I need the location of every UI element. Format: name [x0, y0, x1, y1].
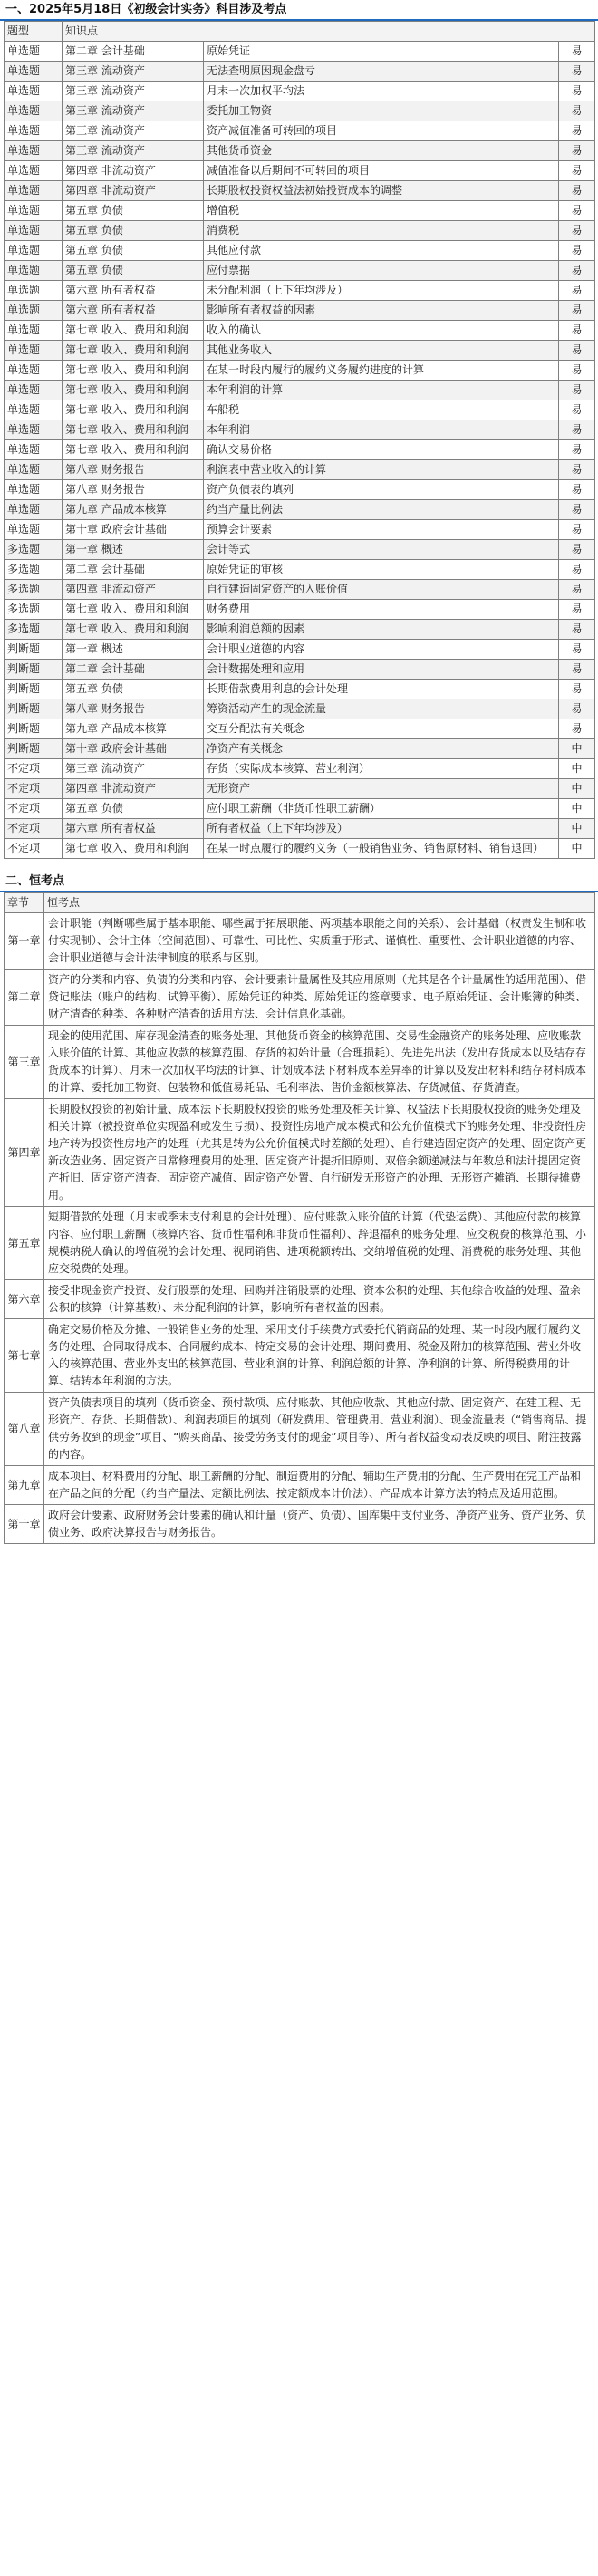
chapter-cell: 第五章 负债 [63, 241, 204, 261]
knowledge-point-cell: 所有者权益（上下年均涉及） [204, 819, 559, 839]
question-type-cell: 单选题 [5, 480, 63, 500]
difficulty-cell: 易 [559, 161, 595, 181]
difficulty-cell: 易 [559, 241, 595, 261]
header-type: 题型 [5, 22, 63, 42]
difficulty-cell: 中 [559, 819, 595, 839]
constant-point-cell: 政府会计要素、政府财务会计要素的确认和计量（资产、负债）、国库集中支付业务、净资产业务、资产业务、负债业务、政府决算报告与财务报告。 [44, 1505, 595, 1544]
chapter-cell: 第一章 概述 [63, 540, 204, 560]
difficulty-cell: 易 [559, 640, 595, 660]
table-row [5, 580, 595, 600]
knowledge-point-cell: 在某一时段内履行的履约义务履约进度的计算 [204, 361, 559, 381]
question-type-cell: 单选题 [5, 181, 63, 201]
section-2-title: 二、恒考点 [0, 872, 598, 892]
difficulty-cell: 易 [559, 400, 595, 420]
table-row [5, 640, 595, 660]
difficulty-cell: 易 [559, 480, 595, 500]
question-type-cell: 判断题 [5, 680, 63, 699]
table-header-row [5, 893, 595, 913]
chapter-cell: 第三章 流动资产 [63, 759, 204, 779]
table-row [5, 62, 595, 82]
difficulty-cell: 易 [559, 580, 595, 600]
knowledge-point-cell: 利润表中营业收入的计算 [204, 460, 559, 480]
constant-point-cell: 确定交易价格及分摊、一般销售业务的处理、采用支付手续费方式委托代销商品的处理、某一时段内履行履约义务的处理、合同取得成本、合同履约成本、特定交易的会计处理、期间费用、税金及附加的核算范围、营业外收入的核算范围、营业外支出的核算范围、营业利润的计算、利润总额的计算、净利润的计算、所得税费用的计算、结转本年利润的方法。 [44, 1319, 595, 1393]
table-row [5, 341, 595, 361]
difficulty-cell: 易 [559, 221, 595, 241]
question-type-cell: 单选题 [5, 301, 63, 321]
constant-point-cell: 短期借款的处理（月末或季末支付利息的会计处理）、应付账款入账价值的计算（代垫运费）、其他应付款的核算内容、应付职工薪酬（核算内容、货币性福利和非货币性福利）、辞退福利的账务处理、应交税费的核算范围、小规模纳税人确认的增值税的会计处理、视同销售、进项税额转出、交纳增值税的处理、消费税的账务处理、其他应交税费的处理。 [44, 1207, 595, 1280]
constant-point-cell: 长期股权投资的初始计量、成本法下长期股权投资的账务处理及相关计算、权益法下长期股权投资的账务处理及相关计算（被投资单位实现盈利或发生亏损）、投资性房地产成本模式和公允价值模式下的账务处理、非投资性房地产转为投资性房地产的处理（尤其是转为公允价值模式时差额的处理）、自行建造固定资产的处理、固定资产更新改造业务、固定资产日常修理费用的处理、固定资产计提折旧原则、双倍余额递减法与年数总和法计提固定资产折旧、固定资产清查、固定资产减值、固定资产处置、自行研发无形资产的处理、无形资产摊销、长期待摊费用。 [44, 1099, 595, 1207]
difficulty-cell: 易 [559, 719, 595, 739]
chapter-cell: 第四章 非流动资产 [63, 779, 204, 799]
knowledge-point-cell: 自行建造固定资产的入账价值 [204, 580, 559, 600]
difficulty-cell: 中 [559, 759, 595, 779]
difficulty-cell: 易 [559, 680, 595, 699]
question-type-cell: 不定项 [5, 759, 63, 779]
difficulty-cell: 易 [559, 101, 595, 121]
chapter-cell: 第五章 负债 [63, 221, 204, 241]
question-type-cell: 单选题 [5, 201, 63, 221]
chapter-cell: 第七章 收入、费用和利润 [63, 839, 204, 859]
question-type-cell: 单选题 [5, 62, 63, 82]
table-row [5, 141, 595, 161]
chapter-cell: 第六章 所有者权益 [63, 301, 204, 321]
chapter-cell: 第七章 收入、费用和利润 [63, 400, 204, 420]
question-type-cell: 单选题 [5, 440, 63, 460]
question-type-cell: 单选题 [5, 161, 63, 181]
difficulty-cell: 易 [559, 540, 595, 560]
chapter-cell: 第四章 [5, 1099, 44, 1207]
table-row [5, 82, 595, 101]
difficulty-cell: 易 [559, 321, 595, 341]
knowledge-point-cell: 筹资活动产生的现金流量 [204, 699, 559, 719]
knowledge-point-cell: 增值税 [204, 201, 559, 221]
difficulty-cell: 易 [559, 699, 595, 719]
knowledge-point-cell: 交互分配法有关概念 [204, 719, 559, 739]
table-row [5, 480, 595, 500]
table-header-row [5, 22, 595, 42]
knowledge-point-cell: 无法查明原因现金盘亏 [204, 62, 559, 82]
chapter-cell: 第八章 [5, 1393, 44, 1466]
chapter-cell: 第三章 流动资产 [63, 82, 204, 101]
knowledge-point-cell: 会计等式 [204, 540, 559, 560]
table-row [5, 1026, 595, 1099]
question-type-cell: 单选题 [5, 321, 63, 341]
chapter-cell: 第一章 [5, 913, 44, 970]
table-row [5, 1393, 595, 1466]
knowledge-point-cell: 影响利润总额的因素 [204, 620, 559, 640]
question-type-cell: 单选题 [5, 261, 63, 281]
table-row [5, 420, 595, 440]
knowledge-point-cell: 其他业务收入 [204, 341, 559, 361]
table-row [5, 181, 595, 201]
chapter-cell: 第三章 流动资产 [63, 141, 204, 161]
constant-point-cell: 会计职能（判断哪些属于基本职能、哪些属于拓展职能、两项基本职能之间的关系）、会计基础（权责发生制和收付实现制）、会计主体（空间范围）、可靠性、可比性、实质重于形式、谨慎性、重要性、会计职业道德的内容、会计职业道德与会计法律制度的联系与区别。 [44, 913, 595, 970]
question-type-cell: 单选题 [5, 82, 63, 101]
difficulty-cell: 易 [559, 440, 595, 460]
difficulty-cell: 中 [559, 779, 595, 799]
difficulty-cell: 易 [559, 341, 595, 361]
knowledge-point-cell: 会计数据处理和应用 [204, 660, 559, 680]
knowledge-point-cell: 应付职工薪酬（非货币性职工薪酬） [204, 799, 559, 819]
table-row [5, 42, 595, 62]
chapter-cell: 第十章 政府会计基础 [63, 520, 204, 540]
difficulty-cell: 易 [559, 281, 595, 301]
knowledge-point-cell: 净资产有关概念 [204, 739, 559, 759]
knowledge-point-cell: 确认交易价格 [204, 440, 559, 460]
table-row [5, 759, 595, 779]
header-chapter: 章节 [5, 893, 44, 913]
question-type-cell: 多选题 [5, 540, 63, 560]
table-row [5, 739, 595, 759]
chapter-cell: 第四章 非流动资产 [63, 161, 204, 181]
question-type-cell: 单选题 [5, 101, 63, 121]
constant-point-cell: 成本项目、材料费用的分配、职工薪酬的分配、制造费用的分配、辅助生产费用的分配、生产费用在完工产品和在产品之间的分配（约当产量法、定额比例法、按定额成本计价法）、产品成本计算方法的特点及适用范围。 [44, 1466, 595, 1505]
table-row [5, 241, 595, 261]
difficulty-cell: 易 [559, 301, 595, 321]
question-type-cell: 判断题 [5, 660, 63, 680]
chapter-cell: 第九章 产品成本核算 [63, 500, 204, 520]
difficulty-cell: 易 [559, 560, 595, 580]
question-type-cell: 单选题 [5, 141, 63, 161]
question-type-cell: 判断题 [5, 719, 63, 739]
difficulty-cell: 易 [559, 500, 595, 520]
knowledge-point-cell: 应付票据 [204, 261, 559, 281]
question-type-cell: 多选题 [5, 560, 63, 580]
table-row [5, 281, 595, 301]
knowledge-point-cell: 月末一次加权平均法 [204, 82, 559, 101]
table-row [5, 699, 595, 719]
question-type-cell: 不定项 [5, 839, 63, 859]
knowledge-point-cell: 长期借款费用利息的会计处理 [204, 680, 559, 699]
chapter-cell: 第三章 [5, 1026, 44, 1099]
question-type-cell: 多选题 [5, 580, 63, 600]
header-knowledge: 知识点 [63, 22, 595, 42]
knowledge-point-cell: 原始凭证的审核 [204, 560, 559, 580]
chapter-cell: 第八章 财务报告 [63, 480, 204, 500]
question-type-cell: 判断题 [5, 699, 63, 719]
knowledge-point-cell: 本年利润 [204, 420, 559, 440]
chapter-cell: 第八章 财务报告 [63, 699, 204, 719]
knowledge-point-cell: 未分配利润（上下年均涉及） [204, 281, 559, 301]
chapter-cell: 第七章 收入、费用和利润 [63, 321, 204, 341]
table-row [5, 321, 595, 341]
difficulty-cell: 易 [559, 520, 595, 540]
exam-points-table [4, 21, 595, 859]
question-type-cell: 不定项 [5, 799, 63, 819]
knowledge-point-cell: 消费税 [204, 221, 559, 241]
difficulty-cell: 易 [559, 42, 595, 62]
table-row [5, 381, 595, 400]
chapter-cell: 第五章 负债 [63, 201, 204, 221]
difficulty-cell: 易 [559, 82, 595, 101]
table-row [5, 1099, 595, 1207]
question-type-cell: 单选题 [5, 500, 63, 520]
table-row [5, 540, 595, 560]
table-row [5, 520, 595, 540]
question-type-cell: 单选题 [5, 241, 63, 261]
knowledge-point-cell: 财务费用 [204, 600, 559, 620]
table-row [5, 560, 595, 580]
difficulty-cell: 易 [559, 660, 595, 680]
difficulty-cell: 易 [559, 381, 595, 400]
difficulty-cell: 易 [559, 361, 595, 381]
chapter-cell: 第七章 收入、费用和利润 [63, 440, 204, 460]
chapter-cell: 第五章 负债 [63, 680, 204, 699]
knowledge-point-cell: 减值准备以后期间不可转回的项目 [204, 161, 559, 181]
chapter-cell: 第九章 [5, 1466, 44, 1505]
table-row [5, 301, 595, 321]
chapter-cell: 第七章 收入、费用和利润 [63, 420, 204, 440]
chapter-cell: 第二章 会计基础 [63, 42, 204, 62]
difficulty-cell: 易 [559, 620, 595, 640]
chapter-cell: 第一章 概述 [63, 640, 204, 660]
constant-point-cell: 接受非现金资产投资、发行股票的处理、回购并注销股票的处理、资本公积的处理、其他综合收益的处理、盈余公积的核算（计算基数）、未分配利润的计算，影响所有者权益的因素。 [44, 1280, 595, 1319]
difficulty-cell: 易 [559, 62, 595, 82]
table-row [5, 1505, 595, 1544]
question-type-cell: 单选题 [5, 420, 63, 440]
knowledge-point-cell: 存货（实际成本核算、营业利润） [204, 759, 559, 779]
difficulty-cell: 易 [559, 121, 595, 141]
chapter-cell: 第七章 收入、费用和利润 [63, 361, 204, 381]
chapter-cell: 第四章 非流动资产 [63, 580, 204, 600]
question-type-cell: 判断题 [5, 640, 63, 660]
question-type-cell: 不定项 [5, 779, 63, 799]
difficulty-cell: 易 [559, 420, 595, 440]
knowledge-point-cell: 车船税 [204, 400, 559, 420]
table-row [5, 1466, 595, 1505]
table-row [5, 201, 595, 221]
table-row [5, 101, 595, 121]
chapter-cell: 第七章 收入、费用和利润 [63, 620, 204, 640]
section-1-title: 一、2025年5月18日《初级会计实务》科目涉及考点 [0, 0, 598, 21]
knowledge-point-cell: 其他应付款 [204, 241, 559, 261]
chapter-cell: 第三章 流动资产 [63, 101, 204, 121]
chapter-cell: 第七章 [5, 1319, 44, 1393]
chapter-cell: 第四章 非流动资产 [63, 181, 204, 201]
question-type-cell: 不定项 [5, 819, 63, 839]
table-row [5, 361, 595, 381]
table-row [5, 913, 595, 970]
difficulty-cell: 易 [559, 460, 595, 480]
table-row [5, 779, 595, 799]
knowledge-point-cell: 本年利润的计算 [204, 381, 559, 400]
chapter-cell: 第六章 所有者权益 [63, 281, 204, 301]
table-row [5, 1280, 595, 1319]
table-row [5, 660, 595, 680]
knowledge-point-cell: 约当产量比例法 [204, 500, 559, 520]
table-row [5, 440, 595, 460]
constant-point-cell: 资产的分类和内容、负债的分类和内容、会计要素计量属性及其应用原则（尤其是各个计量属性的适用范围）、借贷记账法（账户的结构、试算平衡）、原始凭证的种类、原始凭证的签章要求、电子原始凭证、会计账簿的种类、财产清查的种类、各种财产清查的适用方法、会计信息化基础。 [44, 970, 595, 1026]
chapter-cell: 第六章 所有者权益 [63, 819, 204, 839]
difficulty-cell: 中 [559, 839, 595, 859]
difficulty-cell: 易 [559, 181, 595, 201]
table-row [5, 839, 595, 859]
chapter-cell: 第七章 收入、费用和利润 [63, 600, 204, 620]
knowledge-point-cell: 原始凭证 [204, 42, 559, 62]
question-type-cell: 判断题 [5, 739, 63, 759]
question-type-cell: 单选题 [5, 341, 63, 361]
constant-point-cell: 资产负债表项目的填列（货币资金、预付款项、应付账款、其他应收款、其他应付款、固定资产、在建工程、无形资产、存货、长期借款）、利润表项目的填列（研发费用、管理费用、营业利润）、现金流量表（“销售商品、提供劳务收到的现金”项目、“购买商品、接受劳务支付的现金”项目等）、所有者权益变动表反映的项目、附注披露的内容。 [44, 1393, 595, 1466]
chapter-cell: 第三章 流动资产 [63, 62, 204, 82]
chapter-cell: 第五章 负债 [63, 799, 204, 819]
question-type-cell: 单选题 [5, 400, 63, 420]
knowledge-point-cell: 资产减值准备可转回的项目 [204, 121, 559, 141]
chapter-cell: 第五章 [5, 1207, 44, 1280]
table-row [5, 600, 595, 620]
difficulty-cell: 易 [559, 261, 595, 281]
chapter-cell: 第八章 财务报告 [63, 460, 204, 480]
table-row [5, 261, 595, 281]
section-constant-points [0, 872, 598, 1544]
table-row [5, 719, 595, 739]
table-row [5, 1207, 595, 1280]
difficulty-cell: 中 [559, 799, 595, 819]
knowledge-point-cell: 其他货币资金 [204, 141, 559, 161]
question-type-cell: 单选题 [5, 460, 63, 480]
header-constant-point: 恒考点 [44, 893, 595, 913]
table-row [5, 799, 595, 819]
question-type-cell: 单选题 [5, 221, 63, 241]
chapter-cell: 第六章 [5, 1280, 44, 1319]
chapter-cell: 第五章 负债 [63, 261, 204, 281]
constant-point-cell: 现金的使用范围、库存现金清查的账务处理、其他货币资金的核算范围、交易性金融资产的账务处理、应收账款入账价值的计算、其他应收款的核算范围、存货的初始计量（合理损耗）、先进先出法（发出存货成本以及结存存货成本的计算）、月末一次加权平均法的计算、计划成本法下材料成本差异率的计算以及发出材料和结存材料成本的计算、委托加工物资、包装物和低值易耗品、毛利率法、售价金额核算法、存货减值、存货清查。 [44, 1026, 595, 1099]
chapter-cell: 第二章 会计基础 [63, 660, 204, 680]
chapter-cell: 第七章 收入、费用和利润 [63, 381, 204, 400]
knowledge-point-cell: 无形资产 [204, 779, 559, 799]
knowledge-point-cell: 预算会计要素 [204, 520, 559, 540]
table-row [5, 460, 595, 480]
difficulty-cell: 易 [559, 600, 595, 620]
difficulty-cell: 中 [559, 739, 595, 759]
chapter-cell: 第二章 会计基础 [63, 560, 204, 580]
knowledge-point-cell: 长期股权投资权益法初始投资成本的调整 [204, 181, 559, 201]
question-type-cell: 单选题 [5, 281, 63, 301]
knowledge-point-cell: 收入的确认 [204, 321, 559, 341]
knowledge-point-cell: 会计职业道德的内容 [204, 640, 559, 660]
chapter-cell: 第十章 政府会计基础 [63, 739, 204, 759]
table-row [5, 819, 595, 839]
table-row [5, 970, 595, 1026]
question-type-cell: 单选题 [5, 361, 63, 381]
table-row [5, 121, 595, 141]
question-type-cell: 单选题 [5, 381, 63, 400]
question-type-cell: 单选题 [5, 121, 63, 141]
chapter-cell: 第三章 流动资产 [63, 121, 204, 141]
knowledge-point-cell: 委托加工物资 [204, 101, 559, 121]
table-row [5, 680, 595, 699]
question-type-cell: 多选题 [5, 600, 63, 620]
table-row [5, 1319, 595, 1393]
knowledge-point-cell: 在某一时点履行的履约义务（一般销售业务、销售原材料、销售退回） [204, 839, 559, 859]
section-exam-points [0, 0, 598, 859]
chapter-cell: 第九章 产品成本核算 [63, 719, 204, 739]
difficulty-cell: 易 [559, 141, 595, 161]
chapter-cell: 第七章 收入、费用和利润 [63, 341, 204, 361]
table-row [5, 620, 595, 640]
question-type-cell: 多选题 [5, 620, 63, 640]
table-row [5, 221, 595, 241]
question-type-cell: 单选题 [5, 42, 63, 62]
table-row [5, 400, 595, 420]
table-row [5, 161, 595, 181]
knowledge-point-cell: 影响所有者权益的因素 [204, 301, 559, 321]
question-type-cell: 单选题 [5, 520, 63, 540]
chapter-cell: 第二章 [5, 970, 44, 1026]
difficulty-cell: 易 [559, 201, 595, 221]
constant-points-table [4, 892, 595, 1544]
knowledge-point-cell: 资产负债表的填列 [204, 480, 559, 500]
chapter-cell: 第十章 [5, 1505, 44, 1544]
table-row [5, 500, 595, 520]
